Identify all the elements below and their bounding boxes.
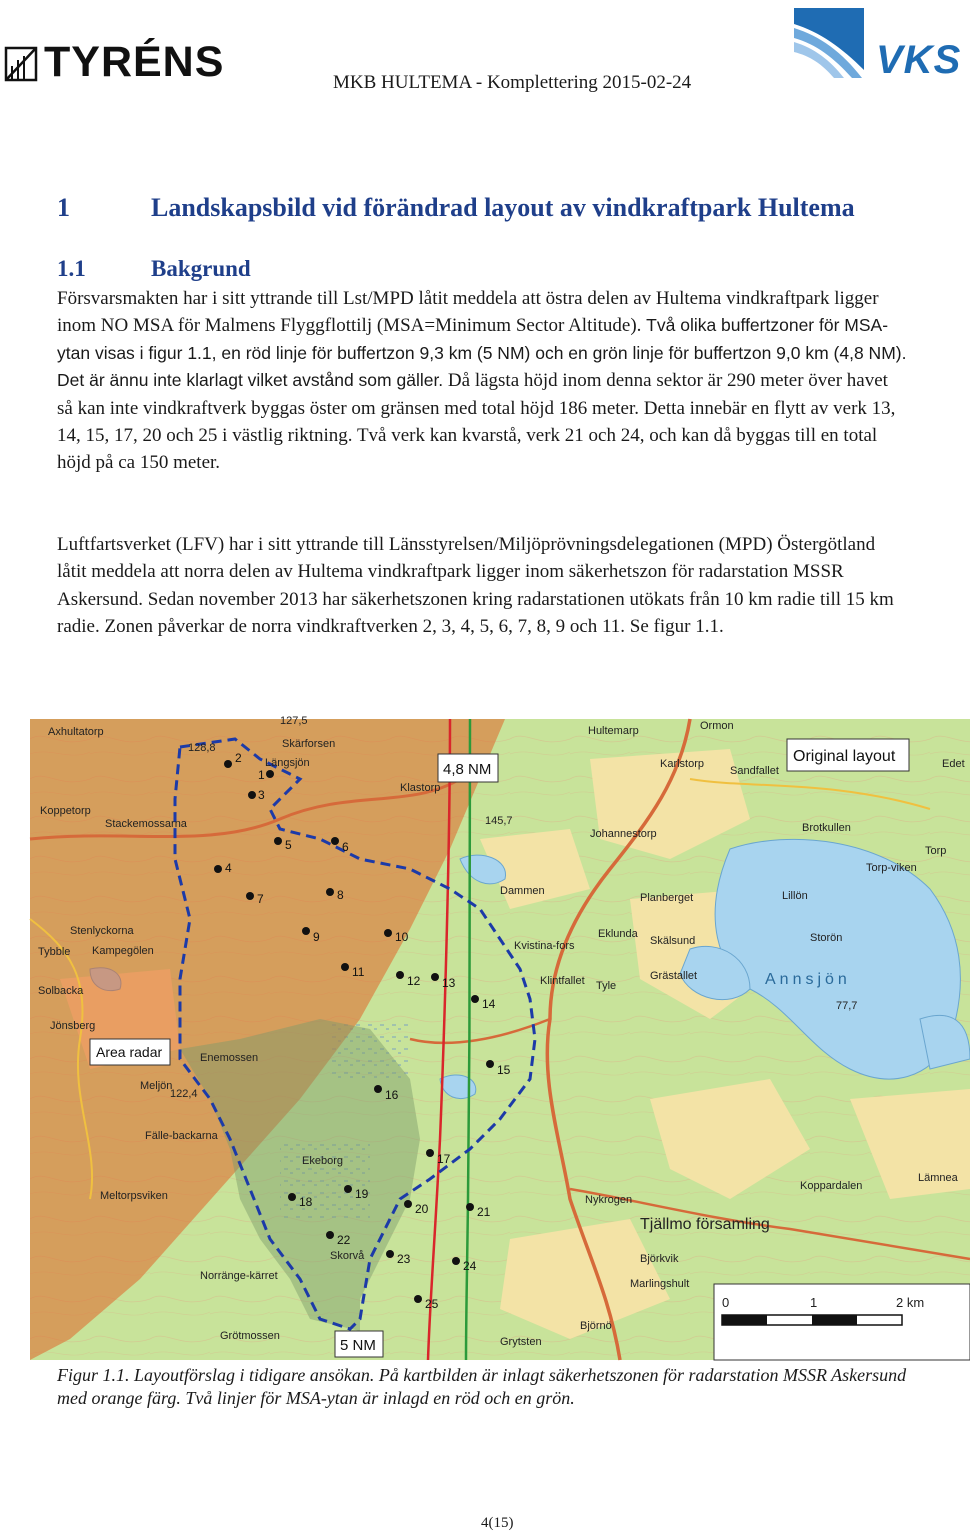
paragraph-height: Då lägsta höjd inom denna sektor är 290 meter över havet så kan inte vindkraftverk byggas öster om gränsen med total höjd 186 meter. Detta innebär en flytt av verk 13, 14, 15, 17, 20 och 25 i västlig riktning. Två verk kan kvarstå, verk 21 och 24, och kan då byggas till en total höjd på ca 150 meter. (57, 370, 896, 474)
place-name: Annsjön (765, 971, 851, 988)
turbine-label: 8 (337, 888, 344, 902)
turbine-label: 23 (397, 1252, 411, 1266)
paragraph-buffer: Två olika buffertzoner för MSA-ytan visas i figur 1.1, en röd linje för buffertzon 9,3 km (5 NM) och en grön linje för buffertzon 9,0 km (4,8 NM). Det är ännu inte klarlagt vilket avstånd som gäller. (57, 315, 907, 391)
tyrens-logo (4, 38, 225, 86)
turbine-label: 20 (415, 1202, 429, 1216)
place-name: Nykrogen (585, 1194, 633, 1206)
vks-logo-text: VKS (876, 38, 962, 82)
figure-caption (57, 1364, 917, 1410)
section-number: 1 (57, 193, 70, 222)
turbine-label: 9 (313, 930, 320, 944)
place-name: Meljön (140, 1080, 173, 1092)
label-area-radar-text: Area radar (96, 1044, 163, 1060)
place-name: Klintfallet (540, 975, 585, 987)
vks-logo-mark-icon (792, 8, 866, 84)
legend-original-layout (787, 739, 909, 771)
turbine-label: 14 (482, 997, 496, 1011)
place-name: Hultemarp (588, 725, 639, 737)
turbine-label: 16 (385, 1088, 399, 1102)
place-name: Torp-viken (866, 862, 917, 874)
place-name: Solbacka (38, 985, 84, 997)
place-name: Planberget (640, 892, 694, 904)
legend-title: Original layout (793, 748, 896, 765)
turbine-label: 18 (299, 1195, 313, 1209)
caption-label: Figur 1.1. (57, 1365, 130, 1385)
turbine-label: 17 (437, 1152, 451, 1166)
place-name: Norränge-kärret (200, 1270, 278, 1282)
subsection-number: 1.1 (57, 256, 86, 281)
turbine-label: 3 (258, 788, 265, 802)
turbine-label: 19 (355, 1187, 369, 1201)
place-name: Ekeborg (302, 1155, 343, 1167)
turbine-label: 12 (407, 974, 421, 988)
caption-text: Layoutförslag i tidigare ansökan. På kartbilden är inlagt säkerhetszonen för radarstation MSSR Askersund med orange färg. Två linjer för MSA-ytan är inlagd en röd och en grön. (57, 1365, 907, 1408)
turbine-label: 5 (285, 838, 292, 852)
document-header: MKB HULTEMA - Komplettering 2015-02-24 (333, 72, 692, 93)
elevation-label: 127,5 (280, 715, 308, 727)
scale-label-1: 1 (810, 1295, 818, 1310)
place-name: Edet (942, 758, 965, 770)
place-name: Marlingshult (630, 1278, 690, 1290)
place-name: Brotkullen (802, 822, 851, 834)
place-name: Tybble (38, 946, 71, 958)
turbine-label: 11 (352, 965, 365, 979)
turbine-label: 15 (497, 1063, 511, 1077)
tyrens-logo-mark-icon (4, 46, 38, 82)
scale-bar (714, 1284, 970, 1360)
turbine-label: 24 (463, 1259, 477, 1273)
turbine-label: 10 (395, 930, 409, 944)
place-name: Sandfallet (730, 765, 779, 777)
place-name: Lämnea (918, 1172, 958, 1184)
elevation-label: 128,8 (188, 742, 216, 754)
label-48nm-text: 4,8 NM (443, 761, 492, 778)
scale-label-2: 2 km (896, 1295, 925, 1310)
place-name: Skorvå (330, 1250, 365, 1262)
section-heading (57, 193, 855, 223)
place-name: Torp (925, 845, 947, 857)
label-5nm (335, 1331, 383, 1357)
place-name: Ormon (700, 720, 734, 732)
paragraph-radar: Luftfartsverket (LFV) har i sitt yttrande till Länsstyrelsen/Miljöprövningsdelegationen (MPD) Östergötland låtit meddela att norra delen av Hultema vindkraftpark ligger inom säkerhetszon för radarstation MSSR Askersund. Sedan november 2013 har säkerhetszonen kring radarstationen utökats från 10 km radie till 15 km radie. Zonen påverkar de norra vindkraftverken 2, 3, 4, 5, 6, 7, 8, 9 och 11. Se figur 1.1. (57, 534, 894, 638)
place-name: Axhultatorp (48, 726, 104, 738)
turbine-label: 2 (235, 751, 242, 765)
place-name: Johannestorp (590, 828, 657, 840)
label-5nm-text: 5 NM (340, 1337, 376, 1354)
place-name: Klastorp (400, 782, 441, 794)
turbine-label: 13 (442, 976, 456, 990)
place-name: Eklunda (598, 928, 638, 940)
elevation-label: 77,7 (836, 1000, 858, 1012)
subsection-title: Bakgrund (151, 256, 251, 281)
place-name: Jönsberg (50, 1020, 96, 1032)
label-48nm (438, 754, 498, 782)
place-name: Meltorpsviken (100, 1190, 168, 1202)
place-name: Skärforsen (282, 738, 336, 750)
page-number: 4(15) (481, 1515, 514, 1531)
section-title: Landskapsbild vid förändrad layout av vindkraftpark Hultema (151, 193, 855, 222)
place-name: Grytsten (500, 1336, 542, 1348)
map-figure (30, 715, 970, 1360)
subsection-heading (57, 256, 251, 282)
place-name: Björnö (580, 1320, 612, 1332)
label-area-radar (90, 1039, 170, 1065)
place-name: Karlstorp (660, 758, 705, 770)
place-name: Storön (810, 932, 843, 944)
turbine-label: 4 (225, 861, 232, 875)
vks-logo (792, 8, 962, 84)
place-name: Koppetorp (40, 805, 91, 817)
turbine-label: 25 (425, 1297, 439, 1311)
place-name: Dammen (500, 885, 545, 897)
place-name: Grötmossen (220, 1330, 280, 1342)
turbine-label: 6 (342, 840, 349, 854)
tyrens-logo-text: TYRÉNS (44, 38, 225, 86)
place-name: Stenlyckorna (70, 925, 134, 937)
place-name: Skälsund (650, 935, 696, 947)
place-name: Kampegölen (92, 945, 154, 957)
place-name: Lillön (782, 890, 808, 902)
scale-label-0: 0 (722, 1295, 730, 1310)
turbine-label: 22 (337, 1233, 351, 1247)
place-name: Tjällmo församling (640, 1216, 770, 1233)
turbine-label: 1 (258, 768, 265, 782)
map-svg (30, 715, 970, 1360)
elevation-label: 122,4 (170, 1088, 198, 1100)
turbine-label: 7 (257, 892, 264, 906)
elevation-label: 145,7 (485, 815, 513, 827)
place-name: Stackemossarna (105, 818, 187, 830)
place-name: Koppardalen (800, 1180, 863, 1192)
turbine-label: 21 (477, 1205, 491, 1219)
place-name: Längsjön (265, 757, 310, 769)
paragraph-intro: Försvarsmakten har i sitt yttrande till Lst/MPD låtit meddela att östra delen av Hultema vindkraftpark ligger inom NO MSA för Malmens Flyggflottilj (MSA=Minimum Sector Altitude). (57, 288, 879, 337)
place-name: Kvistina-fors (514, 940, 575, 952)
paragraph-background (57, 285, 907, 477)
place-name: Enemossen (200, 1052, 259, 1064)
place-name: Tyle (596, 980, 617, 992)
place-name: Björkvik (640, 1253, 679, 1265)
place-name: Fälle-backarna (145, 1130, 218, 1142)
place-name: Grästallet (650, 970, 698, 982)
